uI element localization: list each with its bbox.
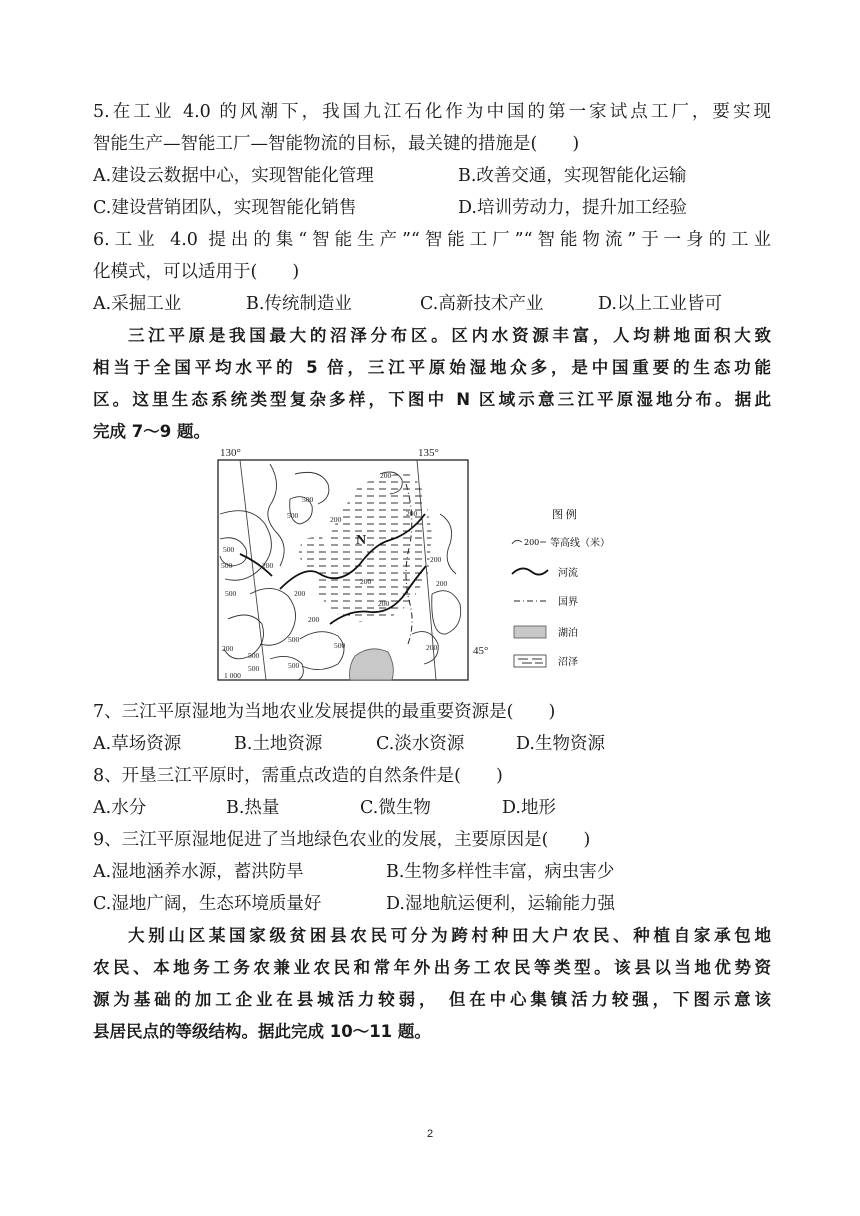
map-lat-45: 45° — [473, 645, 489, 657]
contour-label: 500 — [248, 651, 260, 660]
contour-label: 500 — [288, 635, 300, 644]
contour-label: 500 — [288, 661, 300, 670]
contour-label: 500 — [287, 511, 299, 520]
q8-option-a: A.水分 — [93, 798, 147, 818]
q9-stem: 9、三江平原湿地促进了当地绿色农业的发展，主要原因是( ) — [93, 830, 591, 850]
contour-label: 500 — [225, 589, 237, 598]
q5-option-a: A.建设云数据中心，实现智能化管理 — [93, 166, 374, 186]
q8-option-d: D.地形 — [502, 798, 556, 818]
legend-lake-icon — [514, 626, 546, 638]
q7-stem: 7、三江平原湿地为当地农业发展提供的最重要资源是( ) — [93, 702, 556, 722]
q9-option-a: A.湿地涵养水源，蓄洪防旱 — [93, 862, 304, 882]
q6-option-a: A.采掘工业 — [93, 294, 182, 314]
contour-label: 200 — [330, 515, 342, 524]
q8-option-b: B.热量 — [226, 798, 280, 818]
map-legend — [508, 500, 628, 680]
q7-option-c: C.淡水资源 — [376, 734, 465, 754]
legend-border-label: 国界 — [558, 597, 578, 608]
legend-contour-label: 等高线（米） — [550, 538, 610, 549]
passage2-line3: 源为基础的加工企业在县城活力较弱， 但在中心集镇活力较强，下图示意该 — [93, 990, 771, 1009]
q8-option-c: C.微生物 — [360, 798, 431, 818]
contour-label: 200 — [436, 579, 448, 588]
q9-option-c: C.湿地广阔，生态环境质量好 — [93, 894, 322, 914]
q7-option-b: B.土地资源 — [234, 734, 323, 754]
q6-stem-line1: 6.工业 4.0 提出的集“智能生产”“智能工厂”“智能物流”于一身的工业 — [93, 230, 771, 250]
contour-label: 200 — [360, 577, 372, 586]
q5-option-c: C.建设营销团队，实现智能化销售 — [93, 198, 357, 218]
map-lon-135: 135° — [418, 447, 439, 459]
page-number: 2 — [426, 1128, 434, 1140]
legend-contour-icon — [512, 540, 522, 544]
map-region-n: N — [356, 533, 367, 548]
contour-label: 500 — [334, 641, 346, 650]
legend-swamp-label: 沼泽 — [558, 657, 578, 668]
passage1-line3: 区。这里生态系统类型复杂多样，下图中 N 区域示意三江平原湿地分布。据此 — [93, 390, 771, 409]
contour-label: 500 — [223, 545, 235, 554]
contour-label: 200 — [378, 599, 390, 608]
passage2-line1: 大别山区某国家级贫困县农民可分为跨村种田大户农民、种植自家承包地 — [128, 926, 771, 945]
q5-option-d: D.培训劳动力，提升加工经验 — [458, 198, 687, 218]
contour-label: 500 — [302, 495, 314, 504]
passage2-line4: 县居民点的等级结构。据此完成 10～11 题。 — [93, 1022, 431, 1041]
contour-label: 500 — [248, 664, 260, 673]
passage2-line2: 农民、本地务工务农兼业农民和常年外出务工农民等类型。该县以当地优势资 — [93, 958, 771, 977]
contour-label: 200 — [308, 615, 320, 624]
contour-label: 500 — [221, 561, 233, 570]
q6-option-d: D.以上工业皆可 — [598, 294, 722, 314]
contour-label: 200 — [426, 643, 438, 652]
legend-river-icon — [512, 568, 548, 574]
map-lon-130: 130° — [220, 447, 241, 459]
q6-option-c: C.高新技术产业 — [420, 294, 544, 314]
q9-option-b: B.生物多样性丰富，病虫害少 — [386, 862, 615, 882]
legend-lake-label: 湖泊 — [558, 628, 578, 639]
contour-label: 200 — [222, 644, 234, 653]
sanjiang-wetland-map — [210, 444, 510, 684]
contour-label: 200 — [262, 561, 274, 570]
passage1-line1: 三江平原是我国最大的沼泽分布区。区内水资源丰富，人均耕地面积大致 — [128, 326, 771, 345]
passage1-line4: 完成 7～9 题。 — [93, 422, 210, 441]
q7-option-d: D.生物资源 — [516, 734, 605, 754]
contour-label: 200 — [380, 471, 392, 480]
q5-stem-line1: 5.在工业 4.0 的风潮下，我国九江石化作为中国的第一家试点工厂，要实现 — [93, 102, 771, 122]
contour-label: 200 — [406, 509, 418, 518]
q6-option-b: B.传统制造业 — [246, 294, 352, 314]
q6-stem-line2: 化模式，可以适用于( ) — [93, 262, 300, 282]
contour-label: 200 — [294, 589, 306, 598]
legend-contour-value: 200 — [524, 538, 540, 547]
passage1-line2: 相当于全国平均水平的 5 倍，三江平原始湿地众多，是中国重要的生态功能 — [93, 358, 771, 377]
q8-stem: 8、开垦三江平原时，需重点改造的自然条件是( ) — [93, 766, 503, 786]
q9-option-d: D.湿地航运便利，运输能力强 — [386, 894, 615, 914]
legend-river-label: 河流 — [558, 568, 578, 579]
legend-title: 图 例 — [552, 509, 577, 521]
contour-label: 200 — [430, 555, 442, 564]
q5-stem-line2: 智能生产—智能工厂—智能物流的目标，最关键的措施是( ) — [93, 134, 580, 154]
legend-swamp-icon — [514, 655, 546, 667]
q5-option-b: B.改善交通，实现智能化运输 — [458, 166, 687, 186]
contour-label: 1 000 — [224, 671, 241, 680]
q7-option-a: A.草场资源 — [93, 734, 182, 754]
